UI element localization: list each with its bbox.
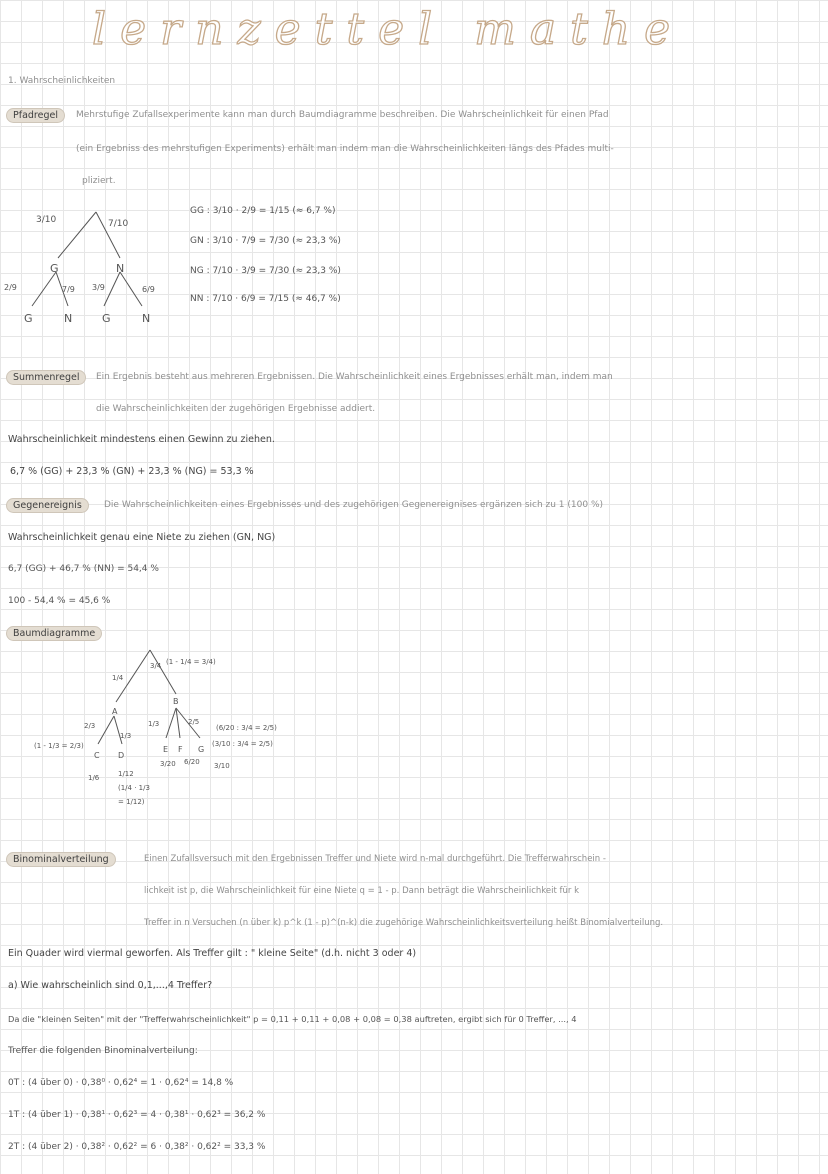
summenregel-label: Summenregel (6, 370, 86, 385)
tree1-node-g: G (50, 262, 59, 275)
tree2-node-f: F (178, 745, 183, 754)
tree2-value-e: 3/20 (160, 760, 176, 768)
example2-answer2: 100 - 54,4 % = 45,6 % (8, 596, 111, 606)
tree2-value-g: 3/10 (214, 762, 230, 770)
tree1-prob-nn: 6/9 (142, 285, 155, 294)
tree2-note-b: (1 - 1/4 = 3/4) (166, 658, 216, 666)
example3-intro: Ein Quader wird viermal geworfen. Als Treffer gilt : " kleine Seite" (d.h. nicht 3 oder 4) (8, 948, 417, 959)
tree1-leaf-1: G (24, 312, 33, 325)
example3-answer-line2: Treffer die folgenden Binominalverteilung: (8, 1046, 198, 1056)
tree2-note-f1: (6/20 : 3/4 = 2/5) (216, 724, 277, 732)
tree1-prob-left: 3/10 (36, 215, 57, 225)
binomial-text-line2: lichkeit ist p, die Wahrscheinlichkeit für eine Niete q = 1 - p. Dann beträgt die Wahrscheinlichkeit für k (144, 886, 580, 896)
page-title: lernzettel mathe (92, 4, 685, 55)
example3-two-hits: 2T : (4 über 2) · 0,38² · 0,62² = 6 · 0,38² · 0,62² = 33,3 % (8, 1142, 266, 1152)
tree1-leaf-2: N (64, 312, 73, 325)
tree1-prob-gg: 2/9 (4, 283, 17, 292)
tree2-note-f2: (3/10 : 3/4 = 2/5) (212, 740, 273, 748)
tree2-note-d2: = 1/12) (118, 798, 145, 806)
example3-question-a: a) Wie wahrscheinlich sind 0,1,...,4 Treffer? (8, 980, 213, 991)
gegenereignis-text: Die Wahrscheinlichkeiten eines Ergebnisses und des zugehörigen Gegenereignises ergänzen sich zu 1 (100 %) (104, 500, 604, 510)
example2-answer1: 6,7 (GG) + 46,7 % (NN) = 54,4 % (8, 564, 159, 574)
tree2-branch-b (150, 650, 176, 694)
tree2-branch-e (166, 708, 176, 738)
example3-one-hit: 1T : (4 über 1) · 0,38¹ · 0,62³ = 4 · 0,38¹ · 0,62³ = 36,2 % (8, 1110, 266, 1120)
tree1-prob-right: 7/10 (108, 219, 129, 229)
example2-question: Wahrscheinlichkeit genau eine Niete zu ziehen (GN, NG) (8, 532, 276, 543)
tree2-node-d: D (118, 751, 125, 760)
baumdiagramme-label: Baumdiagramme (6, 626, 102, 641)
tree2-prob-e: 1/3 (148, 720, 160, 728)
section-label: 1. Wahrscheinlichkeiten (8, 76, 116, 86)
tree2-node-b: B (173, 697, 179, 706)
tree2-prob-f: 2/5 (188, 718, 200, 726)
tree2-node-g: G (198, 745, 205, 754)
example1-answer: 6,7 % (GG) + 23,3 % (GN) + 23,3 % (NG) = 53,3 % (10, 466, 254, 477)
tree1-leaf-3: G (102, 312, 111, 325)
example3-answer-line1: Da die "kleinen Seiten" mit der "Trefferwahrscheinlichkeit" p = 0,11 + 0,11 + 0,08 + 0,08 = 0,38 auftreten, ergibt sich für 0 Treffer, ..., 4 (8, 1014, 577, 1024)
tree1-prob-gn: 7/9 (62, 285, 75, 294)
tree2-node-a: A (112, 707, 118, 716)
binomial-label: Binominalverteilung (6, 852, 116, 867)
tree2-node-e: E (163, 745, 169, 754)
summenregel-text-line1: Ein Ergebnis besteht aus mehreren Ergebnissen. Die Wahrscheinlichkeit eines Ergebnisses erhält man, indem man (96, 372, 613, 382)
binomial-text-line1: Einen Zufallsversuch mit den Ergebnissen Treffer und Niete wird n-mal durchgeführt. Die Trefferwahrschein - (144, 854, 606, 864)
calc-gg: GG : 3/10 · 2/9 = 1/15 (≈ 6,7 %) (190, 206, 336, 216)
pfadregel-text-line3: pliziert. (82, 176, 116, 186)
tree2-node-c: C (94, 751, 100, 760)
summenregel-text-line2: die Wahrscheinlichkeiten der zugehörigen Ergebnisse addiert. (96, 404, 376, 414)
gegenereignis-label: Gegenereignis (6, 498, 89, 513)
tree2-prob-c: 2/3 (84, 722, 96, 730)
example1-question: Wahrscheinlichkeit mindestens einen Gewinn zu ziehen. (8, 434, 275, 445)
pfadregel-text-line2: (ein Ergebniss des mehrstufigen Experiments) erhält man indem man die Wahrscheinlichkeiten längs des Pfades multi- (76, 144, 614, 154)
calc-ng: NG : 7/10 · 3/9 = 7/30 (≈ 23,3 %) (190, 266, 341, 276)
tree1-prob-ng: 3/9 (92, 283, 105, 292)
tree2-value-f: 6/20 (184, 758, 200, 766)
tree2-prob-d: 1/3 (120, 732, 132, 740)
tree2-value-d: 1/12 (118, 770, 134, 778)
example3-zero-hits: 0T : (4 über 0) · 0,38⁰ · 0,62⁴ = 1 · 0,62⁴ = 14,8 % (8, 1078, 234, 1088)
tree1-node-n: N (116, 262, 125, 275)
tree2-note-c: (1 - 1/3 = 2/3) (34, 742, 84, 750)
tree1-leaf-4: N (142, 312, 151, 325)
tree2-prob-a: 1/4 (112, 674, 124, 682)
calc-nn: NN : 7/10 · 6/9 = 7/15 (≈ 46,7 %) (190, 294, 341, 304)
tree2-value-c: 1/6 (88, 774, 100, 782)
tree2-note-d1: (1/4 · 1/3 (118, 784, 150, 792)
tree2-prob-b: 3/4 (150, 662, 162, 670)
pfadregel-text-line1: Mehrstufige Zufallsexperimente kann man durch Baumdiagramme beschreiben. Die Wahrscheinlichkeit für einen Pfad (76, 110, 609, 120)
binomial-text-line3: Treffer in n Versuchen (n über k) p^k (1 - p)^(n-k) die zugehörige Wahrscheinlichkeitsverteilung heißt Binomialverteilung. (144, 918, 664, 928)
tree2-branch-c (98, 716, 114, 744)
pfadregel-label: Pfadregel (6, 108, 65, 123)
calc-gn: GN : 3/10 · 7/9 = 7/30 (≈ 23,3 %) (190, 236, 341, 246)
